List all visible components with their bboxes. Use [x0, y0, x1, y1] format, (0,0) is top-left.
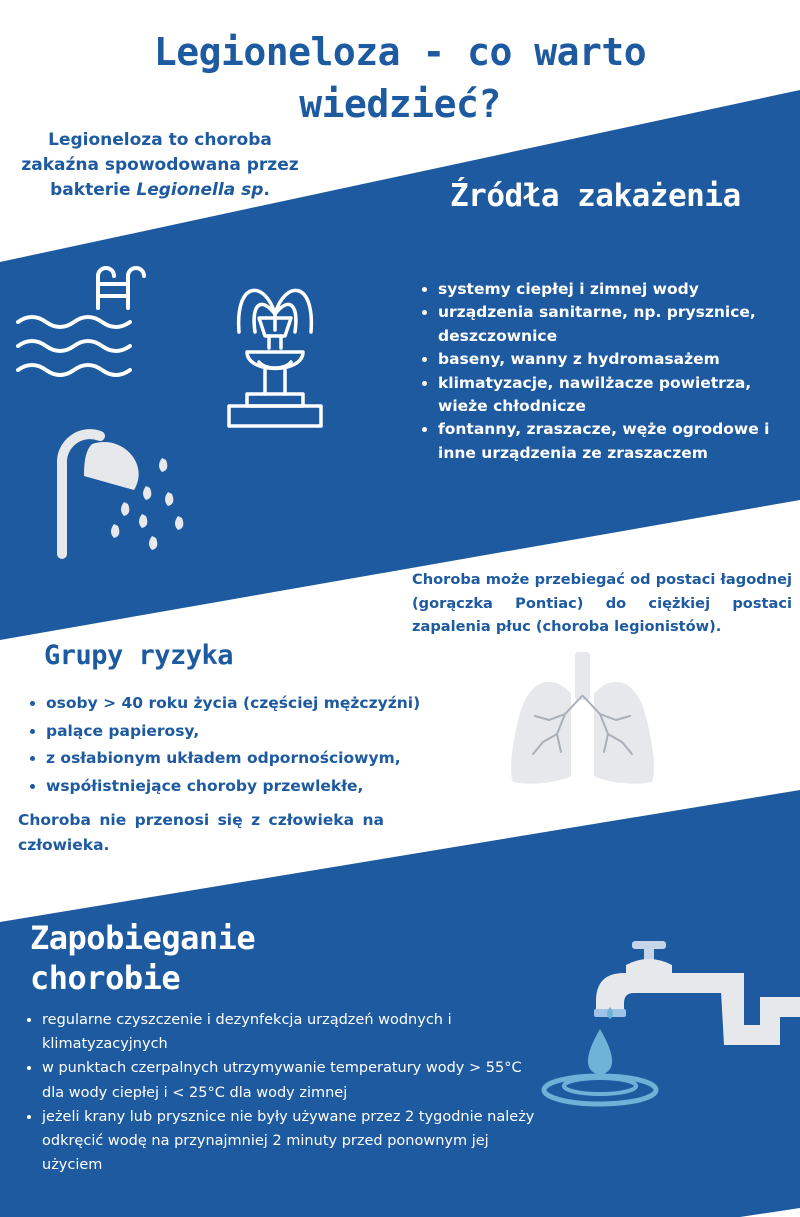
lungs-icon: [505, 650, 660, 790]
prevention-heading: [30, 918, 350, 998]
disease-course-text: Choroba może przebiegać od postaci łagodnej (gorączka Pontiac) do ciężkiej postaci zapalenia płuc (choroba legionistów).: [412, 571, 792, 635]
prevention-heading-line-1: Zapobieganie: [30, 919, 256, 957]
list-item: • w punktach czerpalnych utrzymywanie temperatury wody > 55°C dla wody ciepłej i < 25°C dla wody zimnej: [42, 1056, 542, 1104]
list-item: • baseny, wanny z hydromasażem: [438, 348, 788, 371]
list-item: • palące papierosy,: [46, 718, 446, 746]
list-item: • fontanny, zraszacze, węże ogrodowe i inne urządzenia ze zraszaczem: [438, 418, 788, 465]
list-item: • z osłabionym układem odpornościowym,: [46, 745, 446, 773]
intro-main: Legioneloza to choroba zakaźna spowodowana przez bakterie: [21, 130, 299, 200]
shower-icon: [56, 428, 196, 560]
intro-text: [10, 128, 310, 203]
list-item: • współistniejące choroby przewlekłe,: [46, 773, 446, 801]
footer-institution: Powiatowa Stacja Sanitarno-Epidemiolgiczna w Strzelcach Opolskich: [390, 1183, 784, 1197]
sources-heading: Źródła zakażenia: [450, 178, 741, 214]
list-item: • urządzenia sanitarne, np. prysznice, deszczownice: [438, 301, 788, 348]
sources-list: [418, 278, 788, 465]
page-title: Legioneloza - co warto wiedzieć?: [153, 30, 647, 126]
intro-end: .: [263, 180, 270, 200]
not-transmitted-note: Choroba nie przenosi się z człowieka na człowieka.: [18, 811, 384, 854]
faucet-icon: [540, 935, 800, 1125]
risk-heading: Grupy ryzyka: [44, 640, 234, 671]
prevention-list: [22, 1008, 542, 1177]
fountain-icon: [225, 270, 325, 430]
list-item: • regularne czyszczenie i dezynfekcja urządzeń wodnych i klimatyzacyjnych: [42, 1008, 542, 1056]
intro-species: Legionella sp: [136, 180, 264, 200]
risk-list: [26, 690, 446, 800]
list-item: • osoby > 40 roku życia (częściej mężczyźni): [46, 690, 446, 718]
list-item: • jeżeli krany lub prysznice nie były używane przez 2 tygodnie należy odkręcić wodę na przynajmniej 2 minuty przed ponownym jej użyciem: [42, 1105, 542, 1178]
prevention-heading-line-2: chorobie: [30, 959, 181, 997]
list-item: • klimatyzacje, nawilżacze powietrza, wieże chłodnicze: [438, 372, 788, 419]
list-item: • systemy ciepłej i zimnej wody: [438, 278, 788, 301]
pool-icon: [14, 262, 154, 377]
